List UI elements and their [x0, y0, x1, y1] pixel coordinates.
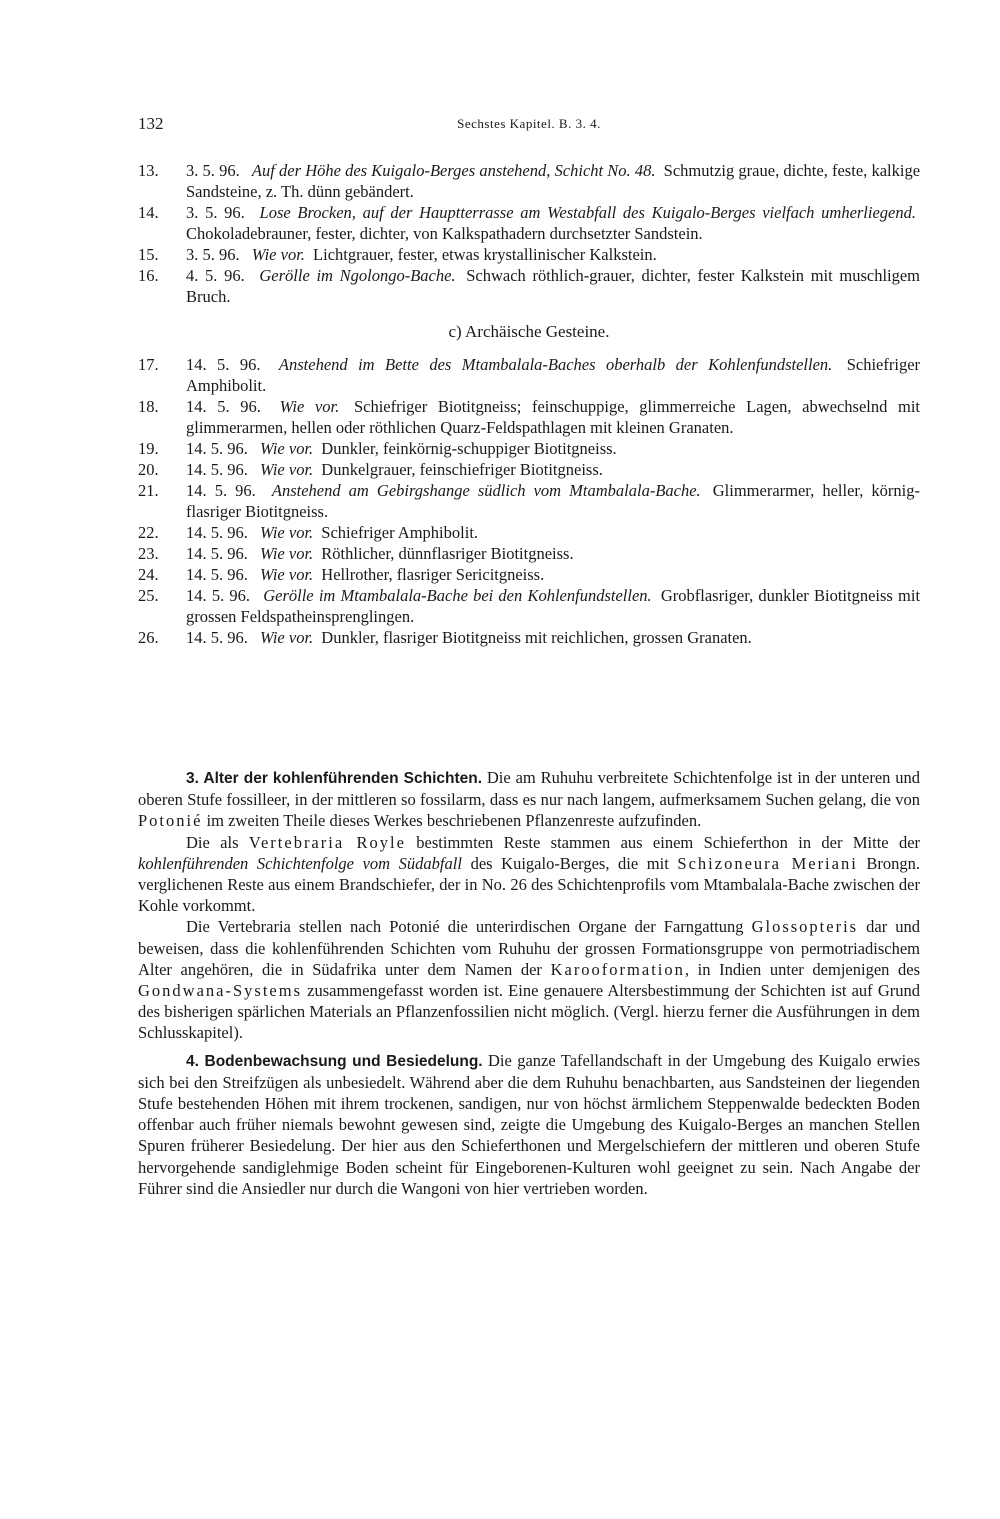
entry-description: Röthlicher, dünnflasriger Biotitgneiss. [321, 544, 574, 563]
sample-entry [138, 480, 920, 522]
text-span: des Kuigalo-Berges, die mit [470, 853, 669, 873]
entry-description: Dunkler, flasriger Biotitgneiss mit reichlichen, grossen Granaten. [321, 628, 752, 647]
body-text [138, 767, 920, 1199]
entry-number: 13. [138, 161, 159, 180]
section-3-paragraph-3 [138, 916, 920, 1043]
entry-description: Glimmerarmer, heller, körnig-flasriger Biotitgneiss. [186, 481, 921, 521]
entry-description: Lichtgrauer, fester, etwas krystallinischer Kalkstein. [313, 245, 657, 264]
section-3-text-1: Die am Ruhuhu verbreitete Schichtenfolge ist in der unteren und oberen Stufe fossilleer, in der mittleren so fossilarm, dass es nur nach langem, aufmerksamem Suchen gelang, die von [138, 768, 921, 810]
sample-entry [138, 522, 920, 543]
entry-location: Auf der Höhe des Kuigalo-Berges anstehend, Schicht No. 48. [251, 161, 656, 180]
section-4-text: Die ganze Tafellandschaft in der Umgebung des Kuigalo erwies sich bei den Streifzügen als unbesiedelt. Während aber die dem Ruhuhu benachbarten, aus Sandsteinen der liegenden Stufe bestehenden Höhen mit ihrem trockenen, sandigen, nur von höchst ärmlichem Steppenwalde bedeckten Boden offenbar auch früher niemals bewohnt gewesen sind, zeigte die Umgebung des Kuigalo-Berges an manchen Stellen Spuren früherer Besiedelung. Der hier aus den Schieferthonen und Mergelschiefern der mittleren und oberen Stufe hervorgehende sandiglehmige Boden scheint für Eingeborenen-Kulturen wohl geeignet zu sein. Nach Angabe der Führer sind die Ansiedler nur durch die Wangoni von hier vertrieben worden. [138, 1050, 920, 1198]
formation-name: Gondwana-Systems [138, 981, 302, 1001]
entry-number: 15. [138, 245, 159, 264]
sample-entry [138, 265, 920, 307]
entry-number: 25. [138, 586, 159, 605]
entry-number: 20. [138, 460, 159, 479]
page-header [138, 114, 920, 140]
entry-date: 14. 5. 96. [186, 628, 248, 647]
entry-number: 19. [138, 439, 159, 458]
entry-date: 14. 5. 96. [186, 397, 261, 416]
sample-entry [138, 459, 920, 480]
sample-entry [138, 396, 920, 438]
entry-location: Anstehend im Bette des Mtambalala-Baches oberhalb der Kohlenfundstellen. [278, 355, 833, 374]
sample-list-part-a [138, 160, 920, 307]
entry-date: 14. 5. 96. [186, 355, 261, 374]
sample-entry [138, 543, 920, 564]
entry-number: 17. [138, 355, 159, 374]
entry-location: Wie vor. [260, 460, 314, 479]
entry-location: Lose Brocken, auf der Hauptterrasse am Westabfall des Kuigalo-Berges vielfach umherliegend. [259, 203, 917, 222]
entry-description: Dunkelgrauer, feinschiefriger Biotitgneiss. [321, 460, 603, 479]
entry-date: 14. 5. 96. [186, 523, 248, 542]
section-heading-archaic-rocks: c) Archäische Gesteine. [448, 322, 610, 341]
entry-location: Wie vor. [251, 245, 305, 264]
sample-entry [138, 202, 920, 244]
section-3-title: 3. Alter der kohlenführenden Schichten. [186, 770, 483, 787]
running-head: Sechstes Kapitel. B. 3. 4. [457, 116, 601, 131]
entry-description: Schiefriger Biotitgneiss; feinschuppige, glimmerreiche Lagen, abwechselnd mit glimmerarmen, hellen oder röthlichen Quarz-Feldspathlagen mit kleinen Granaten. [186, 397, 921, 437]
section-3-paragraph-1 [138, 767, 920, 832]
entry-number: 14. [138, 203, 159, 222]
entry-date: 14. 5. 96. [186, 439, 248, 458]
entry-description: Grobflasriger, dunkler Biotitgneiss mit grossen Feldspatheinsprenglingen. [186, 586, 921, 626]
sample-entry [138, 354, 920, 396]
sample-list [138, 160, 920, 648]
entry-number: 21. [138, 481, 159, 500]
author-name: Potonié [138, 811, 203, 831]
entry-number: 26. [138, 628, 159, 647]
section-4-title: 4. Bodenbewachsung und Besiedelung. [186, 1052, 483, 1070]
sample-list-part-c [138, 354, 920, 648]
text-span: Brongn. verglichenen Reste aus einem Brandschiefer, der in No. 26 des Schichtenprofils vom Mtambalala-Bache zwischen der Kohle vorkommt. [138, 853, 921, 916]
entry-location: Wie vor. [260, 565, 314, 584]
entry-location: Wie vor. [260, 439, 314, 458]
entry-number: 18. [138, 397, 159, 416]
sample-entry [138, 438, 920, 459]
formation-name: Karooformation [550, 959, 685, 979]
text-span: zusammengefasst worden ist. Eine genauere Altersbestimmung der Schichten ist auf Grund des bisherigen spärlichen Materials an Pflanzenfossilien nicht möglich. (Vergl. hierzu ferner die Ausführungen in dem Schlusskapitel). [138, 981, 920, 1043]
entry-date: 14. 5. 96. [186, 586, 251, 605]
text-span: dar und beweisen, dass die kohlenführenden Schichten vom Ruhuhu der grossen Formationsgruppe von permotriadischem Alter angehören, die in Südafrika unter dem Namen der [138, 917, 921, 979]
entry-number: 22. [138, 523, 159, 542]
page-number: 132 [138, 114, 164, 133]
entry-date: 14. 5. 96. [186, 481, 256, 500]
entry-location: Wie vor. [260, 544, 314, 563]
sample-entry [138, 244, 920, 265]
entry-date: 3. 5. 96. [186, 245, 240, 264]
entry-date: 4. 5. 96. [186, 266, 245, 285]
entry-number: 16. [138, 266, 159, 285]
entry-description: Hellrother, flasriger Sericitgneiss. [321, 565, 545, 584]
entry-description: Schiefriger Amphibolit. [321, 523, 479, 542]
entry-date: 3. 5. 96. [186, 161, 240, 180]
entry-location: Gerölle im Mtambalala-Bache bei den Kohlenfundstellen. [263, 586, 652, 605]
text-span: bestimmten Reste stammen aus einem Schieferthon in der Mitte der [416, 832, 921, 852]
entry-description: Schwach röthlich-grauer, dichter, fester Kalkstein mit muschligem Bruch. [186, 266, 921, 306]
sample-entry [138, 564, 920, 585]
section-3-paragraph-2 [138, 832, 920, 917]
sample-entry [138, 160, 920, 202]
entry-location: Wie vor. [279, 397, 340, 416]
text-span: Die Vertebraria stellen nach Potonié die unterirdischen Organe der Farngattung [186, 917, 744, 937]
italic-text: kohlenführenden Schichtenfolge vom Südabfall [138, 853, 462, 873]
entry-location: Wie vor. [260, 523, 314, 542]
entry-date: 14. 5. 96. [186, 460, 248, 479]
entry-date: 3. 5. 96. [186, 203, 245, 222]
entry-location: Gerölle im Ngolongo-Bache. [259, 266, 456, 285]
text-span: Die als [186, 832, 239, 852]
entry-location: Wie vor. [260, 628, 314, 647]
taxon-name: Schizoneura Meriani [677, 853, 858, 873]
entry-description: Dunkler, feinkörnig-schuppiger Biotitgneiss. [321, 439, 617, 458]
taxon-name: Glossopteris [751, 917, 859, 937]
entry-description: Schmutzig graue, dichte, feste, kalkige Sandsteine, z. Th. dünn gebändert. [186, 161, 921, 201]
section-3-text-1-end: im zweiten Theile dieses Werkes beschriebenen Pflanzenreste aufzufinden. [206, 811, 702, 831]
text-span: , in Indien unter demjenigen des [684, 959, 921, 979]
entry-number: 24. [138, 565, 159, 584]
sample-entry [138, 585, 920, 627]
sample-entry [138, 627, 920, 648]
entry-date: 14. 5. 96. [186, 565, 248, 584]
entry-location: Anstehend am Gebirgshange südlich vom Mtambalala-Bache. [271, 481, 701, 500]
section-4-paragraph-1 [138, 1050, 920, 1199]
taxon-name: Vertebraria Royle [248, 832, 406, 852]
entry-description: Chokoladebrauner, fester, dichter, von Kalkspathadern durchsetzter Sandstein. [186, 224, 703, 243]
entry-description: Schiefriger Amphibolit. [186, 355, 921, 395]
entry-date: 14. 5. 96. [186, 544, 248, 563]
entry-number: 23. [138, 544, 159, 563]
